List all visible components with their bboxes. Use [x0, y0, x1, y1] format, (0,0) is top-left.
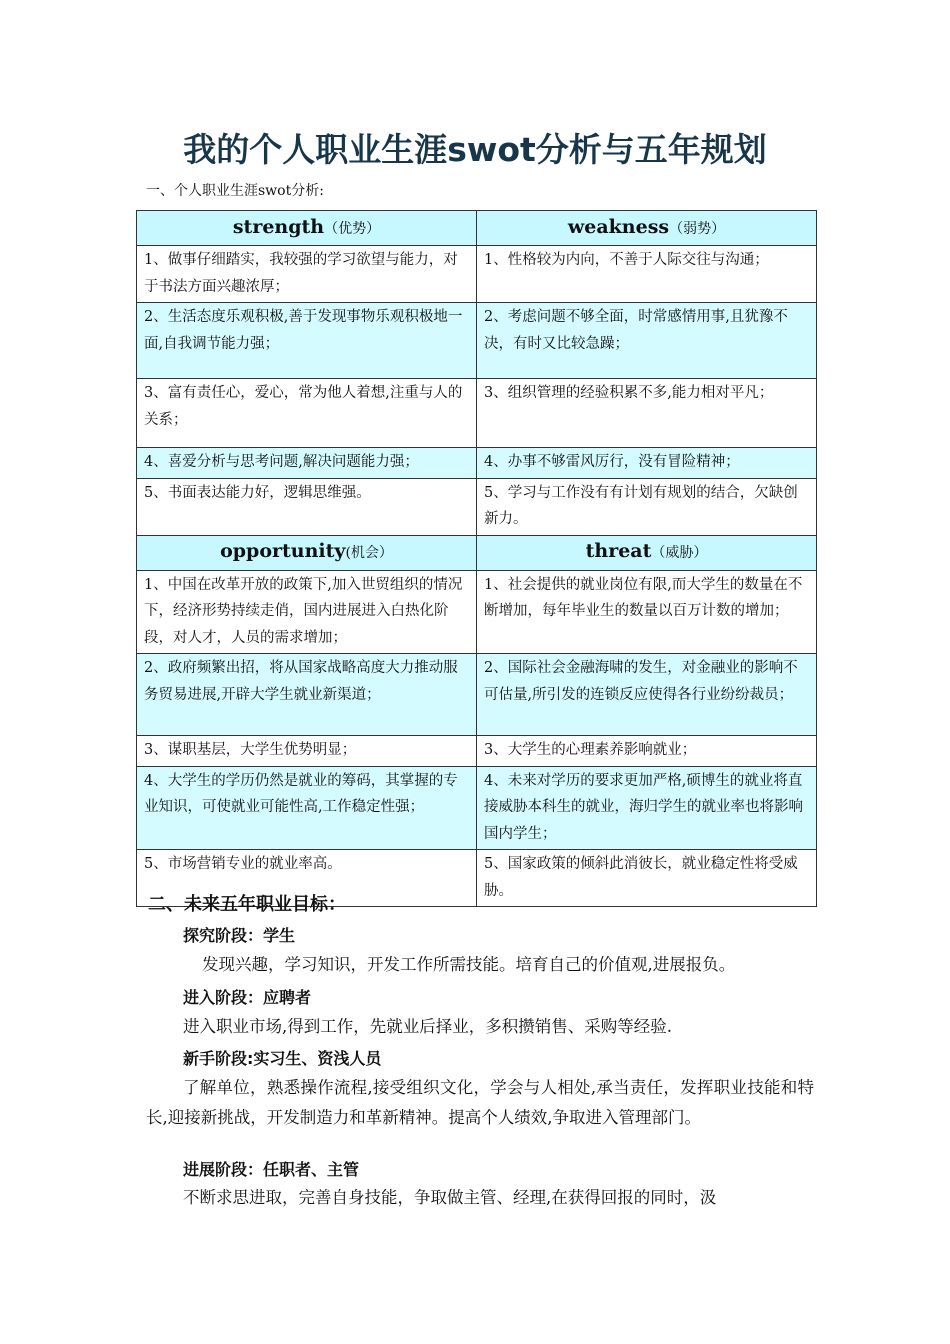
- strength-item: 4、喜爱分析与思考问题,解决问题能力强；: [137, 448, 477, 479]
- threat-item: 2、国际社会金融海啸的发生，对金融业的影响不可估量,所引发的连锁反应使得各行业纷纷裁员；: [477, 654, 817, 736]
- opportunity-item: 4、大学生的学历仍然是就业的筹码，其掌握的专业知识，可使就业可能性高,工作稳定性强；: [137, 766, 477, 850]
- section-heading-swot: 一、个人职业生涯swot分析:: [146, 183, 324, 199]
- section-heading-goals: 二、未来五年职业目标：: [148, 894, 346, 915]
- opportunity-item: 1、中国在改革开放的政策下,加入世贸组织的情况下，经济形势持续走俏，国内进展进入白热化阶段，对人才，人员的需求增加；: [137, 570, 477, 654]
- threat-item: 4、未来对学历的要求更加严格,硕博生的就业将直接威胁本科生的就业，海归学生的就业率也将影响国内学生；: [477, 766, 817, 850]
- opportunity-header: opportunity(机会）: [137, 535, 477, 570]
- weakness-item: 4、办事不够雷风厉行，没有冒险精神；: [477, 448, 817, 479]
- stage-title: 探究阶段：学生: [183, 926, 296, 945]
- stage-text: 了解单位，熟悉操作流程,接受组织文化，学会与人相处,承当责任，发挥职业技能和特长,迎接新挑战，开发制造力和革新精神。提高个人绩效,争取进入管理部门。: [146, 1078, 814, 1127]
- stage-text: 进入职业市场,得到工作，先就业后择业，多积攒销售、采购等经验.: [183, 1017, 672, 1036]
- threat-item: 3、大学生的心理素养影响就业；: [477, 736, 817, 767]
- weakness-item: 3、组织管理的经验积累不多,能力相对平凡；: [477, 379, 817, 448]
- strength-item: 1、做事仔细踏实，我较强的学习欲望与能力，对于书法方面兴趣浓厚；: [137, 246, 477, 303]
- page-title: 我的个人职业生涯swot分析与五年规划: [183, 130, 767, 169]
- swot-table: [136, 210, 817, 907]
- stage-text: 不断求思进取，完善自身技能，争取做主管、经理,在获得回报的同时，汲: [183, 1188, 717, 1207]
- weakness-item: 2、考虑问题不够全面，时常感情用事,且犹豫不决，有时又比较急躁；: [477, 303, 817, 379]
- stage-title: 进展阶段：任职者、主管: [183, 1160, 360, 1179]
- opportunity-item: 5、市场营销专业的就业率高。: [137, 850, 477, 907]
- weakness-item: 5、学习与工作没有有计划有规划的结合，欠缺创新力。: [477, 478, 817, 535]
- strength-item: 3、富有责任心，爱心，常为他人着想,注重与人的关系；: [137, 379, 477, 448]
- weakness-item: 1、性格较为内向，不善于人际交往与沟通；: [477, 246, 817, 303]
- strength-item: 5、书面表达能力好，逻辑思维强。: [137, 478, 477, 535]
- weakness-header: weakness（弱势）: [477, 211, 817, 246]
- stage-text: 发现兴趣，学习知识，开发工作所需技能。培育自己的价值观,进展报负。: [202, 955, 736, 974]
- threat-item: 1、社会提供的就业岗位有限,而大学生的数量在不断增加，每年毕业生的数量以百万计数的增加；: [477, 570, 817, 654]
- threat-header: threat（威胁）: [477, 535, 817, 570]
- stage-title: 新手阶段:实习生、资浅人员: [183, 1049, 382, 1068]
- opportunity-item: 2、政府频繁出招，将从国家战略高度大力推动服务贸易进展,开辟大学生就业新渠道；: [137, 654, 477, 736]
- strength-header: strength（优势）: [137, 211, 477, 246]
- opportunity-item: 3、谋职基层，大学生优势明显；: [137, 736, 477, 767]
- strength-item: 2、生活态度乐观积极,善于发现事物乐观积极地一面,自我调节能力强；: [137, 303, 477, 379]
- stage-title: 进入阶段：应聘者: [183, 988, 312, 1007]
- threat-item: 5、国家政策的倾斜此消彼长，就业稳定性将受威胁。: [477, 850, 817, 907]
